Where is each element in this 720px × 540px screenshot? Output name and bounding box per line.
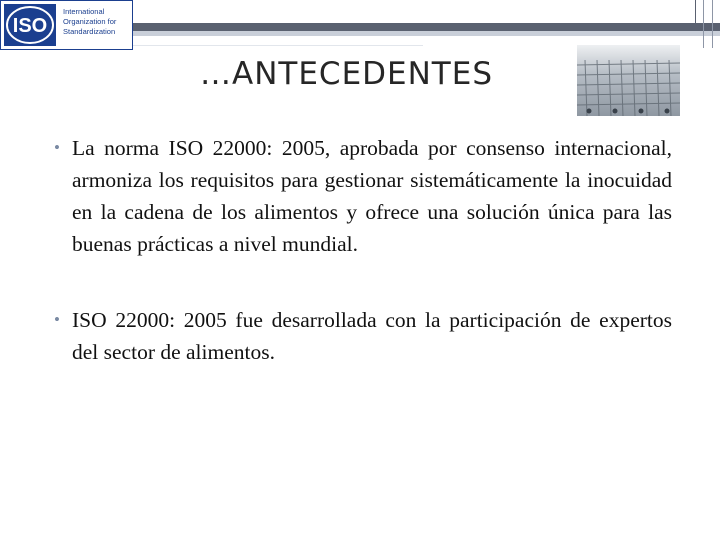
- slide-title: …ANTECEDENTES: [200, 56, 493, 92]
- iso-logo: [0, 0, 133, 50]
- bullet-text: La norma ISO 22000: 2005, aprobada por consenso internacional, armoniza los requisitos para gestionar sistemáticamente la inocuidad en la cadena de los alimentos y ofrece una solución única para las buenas prácticas a nivel mundial.: [72, 136, 672, 256]
- header-bar-dark: [133, 23, 720, 31]
- header-accent-line: [695, 0, 696, 23]
- bullet-text: ISO 22000: 2005 fue desarrollada con la participación de expertos del sector de alimentos.: [72, 308, 672, 364]
- bullet-marker: •: [54, 310, 60, 329]
- iso-org-name: [63, 7, 133, 37]
- header-divider: [133, 45, 423, 46]
- header-accent-line: [712, 0, 713, 48]
- bullet-item: [48, 132, 672, 260]
- slide-body: [48, 132, 672, 368]
- shopping-carts-photo: [577, 45, 680, 116]
- bullet-marker: •: [54, 138, 60, 157]
- org-name-line-3: Standardization: [63, 27, 116, 36]
- header-accent-line: [703, 0, 704, 48]
- bullet-item: [48, 304, 672, 368]
- iso-globe-icon: [4, 4, 56, 46]
- org-name-line-1: International: [63, 7, 105, 16]
- header-bar-light: [133, 31, 720, 36]
- shopping-carts-icon: [577, 45, 680, 116]
- iso-logo-mark-text: ISO: [12, 15, 48, 37]
- org-name-line-2: Organization for: [63, 17, 117, 26]
